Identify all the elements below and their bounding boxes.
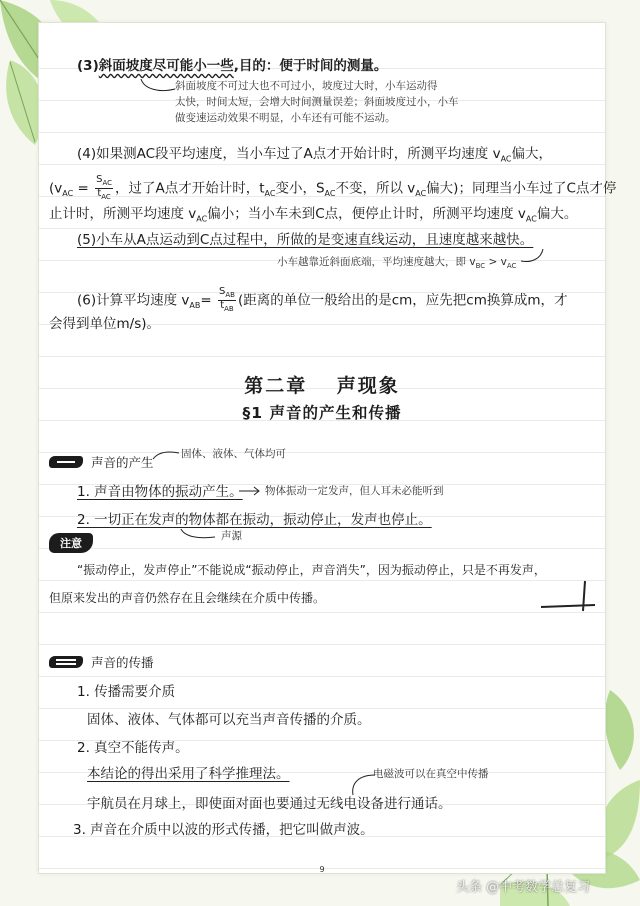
- item6-frac-bot-t: t: [220, 300, 225, 311]
- number-two-badge-icon: [49, 656, 83, 668]
- item6-line1: [77, 287, 605, 315]
- item3-note-line3: 做变速运动效果不明显，小车还有可能不运动。: [175, 112, 396, 124]
- part1-point2-text: 2. 一切正在发声的物体都在振动，振动停止，发声也停止。: [77, 512, 432, 528]
- attention-badge: 注意: [49, 533, 93, 553]
- item4-line2-rest4: 偏大)；同理当小车过了C点才停: [426, 180, 617, 197]
- part1-point2-note: 声源: [221, 530, 242, 542]
- item6-frac-top-s: S: [218, 286, 226, 297]
- part1-heading-note: 固体、液体、气体均可: [181, 448, 286, 460]
- item3-line: [77, 57, 605, 75]
- attention-line2: 但原来发出的声音仍然存在且会继续在介质中传播。: [49, 591, 326, 605]
- item3-note-line1: 斜面坡度不可过大也不可过小，坡度过大时，小车运动得: [175, 80, 438, 92]
- item4-line2: [49, 174, 617, 203]
- item4-line1-text: (4)如果测AC段平均速度，当小车过了A点才开始计时，所测平均速度 v: [77, 146, 501, 162]
- part2-heading: [49, 653, 154, 671]
- item6-frac-top: [218, 287, 236, 301]
- item4-frac-bot: [97, 189, 110, 202]
- part2-sub3: [73, 821, 605, 839]
- curved-arrow-icon: [179, 527, 219, 541]
- item4-line1: [77, 145, 605, 169]
- page-number: 9: [319, 865, 325, 874]
- notebook-page: [38, 22, 617, 874]
- item5-note-gt: > v: [485, 256, 507, 268]
- curved-arrow-icon: [139, 77, 179, 97]
- item6-prefix: (6)计算平均速度 v: [77, 292, 190, 309]
- chapter-title: 第二章 声现象: [244, 375, 400, 397]
- item3-prefix: (3): [77, 58, 99, 74]
- item6-line2: 会得到单位m/s)。: [49, 316, 160, 332]
- watermark: 头条 @中考数学总复习: [456, 880, 591, 895]
- item3-main: 斜面坡度尽可能小一些: [98, 58, 234, 74]
- item4-line3: [49, 205, 605, 229]
- item5-note: [277, 255, 516, 273]
- item4-line1-sub: AC: [500, 154, 512, 164]
- item3-rest: ,目的：便于时间的测量。: [233, 58, 388, 74]
- item4-line3-sub: AC: [196, 214, 208, 224]
- part1-point1-note: 物体振动一定发声，但人耳未必能听到: [265, 485, 444, 497]
- item4-line2-rest2: 变小，S: [275, 180, 325, 197]
- item6-fraction: [218, 287, 236, 314]
- item4-line2-rest3-sub: AC: [415, 189, 427, 199]
- item4-line2-rest3: 不变，所以 v: [335, 180, 416, 197]
- section-subtitle: §1 声音的产生和传播: [242, 404, 402, 422]
- item4-line2-v: (v: [49, 180, 63, 197]
- item4-line3-mid: 偏小；当小车未到C点，便停止计时，所测平均速度 v: [207, 206, 526, 222]
- item4-frac-top: [95, 175, 113, 189]
- item4-line2-rest-sub: AC: [264, 189, 276, 199]
- item6-prefix-sub: AB: [189, 301, 201, 311]
- item4-frac-bot-sub: AC: [101, 193, 111, 201]
- part1-heading: [49, 453, 154, 471]
- part2-sub2-detail-text: 本结论的得出采用了科学推理法。: [87, 766, 290, 782]
- item6-eq: =: [200, 292, 212, 309]
- part1-point1-text: 1. 声音由物体的振动产生。: [77, 484, 243, 500]
- item6-frac-bot-sub: AB: [224, 305, 234, 313]
- part1-point2: [77, 511, 605, 529]
- corner-mark-icon: [539, 579, 599, 613]
- part2-sub2-note: 电磁波可以在真空中传播: [373, 768, 489, 780]
- number-one-badge-icon: [49, 456, 83, 468]
- part2-sub1-detail: 固体、液体、气体都可以充当声音传播的介质。: [87, 712, 371, 728]
- item4-line3-end: 偏大。: [536, 206, 578, 222]
- part2-sub1: 1. 传播需要介质: [77, 684, 176, 700]
- item5-text: (5)小车从A点运动到C点过程中，所做的是变速直线运动，且速度越来越快。: [77, 232, 534, 248]
- item6-frac-top-sub: AB: [225, 291, 235, 299]
- item4-line1-end: 偏大，: [511, 146, 552, 162]
- item5-note-sub2: AC: [506, 262, 517, 271]
- item4-eq: =: [77, 180, 89, 197]
- part2-heading-text: 声音的传播: [91, 655, 154, 670]
- item5-note-sub1: BC: [475, 262, 486, 271]
- part2-sub2: 2. 真空不能传声。: [77, 740, 189, 756]
- item4-frac-top-s: S: [96, 174, 103, 185]
- item4-frac-bot-t: t: [97, 188, 102, 199]
- item4-line3-text: 止计时，所测平均速度 v: [49, 206, 197, 222]
- part2-sub2-detail2: 宇航员在月球上，即使面对面也要通过无线电设备进行通话。: [87, 796, 452, 812]
- part1-heading-text: 声音的产生: [91, 455, 154, 470]
- item4-line3-sub2: AC: [525, 214, 537, 224]
- item4-line2-vsub: AC: [62, 189, 74, 199]
- curved-arrow-icon: [519, 247, 549, 267]
- item4-line2-rest2-sub: AC: [324, 189, 336, 199]
- part2-sub3-text: 3. 声音在介质中以波的形式传播，把它叫做声波。: [73, 822, 374, 838]
- item4-frac-top-sub: AC: [102, 179, 113, 187]
- item4-line2-rest: ，过了A点才开始计时，t: [115, 180, 265, 197]
- item5-note-text: 小车越靠近斜面底端，平均速度越大，即 v: [277, 256, 476, 268]
- arrow-right-icon: [239, 485, 263, 497]
- item4-fraction: [95, 175, 113, 202]
- item3-note-line2: 太快，时间太短，会增大时间测量误差；斜面坡度过小，小车: [175, 96, 459, 108]
- attention-line1: “振动停止，发声停止”不能说成“振动停止，声音消失”，因为振动停止，只是不再发声，: [77, 563, 546, 577]
- part2-sub2-detail: [87, 765, 605, 783]
- curved-arrow-icon: [151, 447, 181, 463]
- item6-line1-rest: (距离的单位一般给出的是cm，应先把cm换算成m，才: [237, 292, 568, 309]
- item6-frac-bot: [220, 301, 234, 314]
